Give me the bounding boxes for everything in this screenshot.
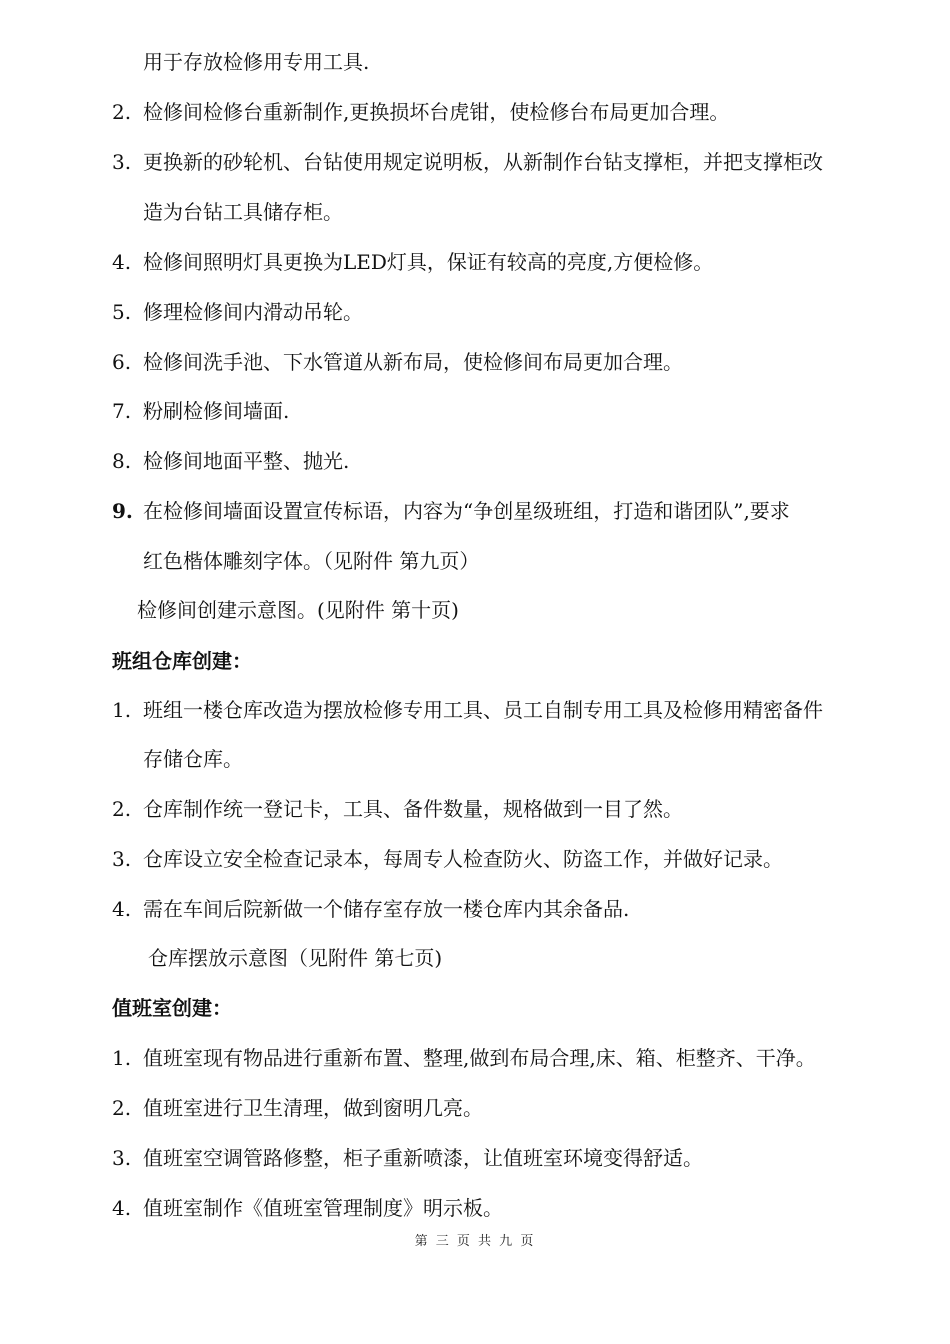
- attachment-note: 检修间创建示意图。(见附件 第十页): [137, 598, 459, 622]
- item-number: 4.: [112, 1196, 132, 1220]
- item-text: 值班室制作《值班室管理制度》明示板。: [143, 1196, 503, 1220]
- item-text: 粉刷检修间墙面.: [143, 399, 290, 423]
- item-text: 修理检修间内滑动吊轮。: [143, 300, 363, 324]
- item-number: 2.: [112, 797, 132, 821]
- item-number: 5.: [112, 300, 132, 324]
- item-number: 3.: [112, 847, 132, 871]
- item-number: 6.: [112, 350, 132, 374]
- item-text-continuation: 存储仓库。: [143, 747, 243, 771]
- item-number: 1.: [112, 698, 132, 722]
- item-text: 仓库设立安全检查记录本，每周专人检查防火、防盗工作，并做好记录。: [143, 847, 783, 871]
- item-number: 4.: [112, 250, 132, 274]
- item-text: 检修间洗手池、下水管道从新布局，使检修间布局更加合理。: [143, 350, 683, 374]
- item-text: 班组一楼仓库改造为摆放检修专用工具、员工自制专用工具及检修用精密备件: [143, 698, 823, 722]
- continuation-line: 用于存放检修用专用工具.: [143, 50, 370, 74]
- item-text: 检修间检修台重新制作,更换损坏台虎钳，使检修台布局更加合理。: [143, 100, 730, 124]
- item-text: 仓库制作统一登记卡，工具、备件数量，规格做到一目了然。: [143, 797, 683, 821]
- item-number: 3.: [112, 1146, 132, 1170]
- item-text: 更换新的砂轮机、台钻使用规定说明板，从新制作台钻支撑柜，并把支撑柜改: [143, 150, 823, 174]
- item-text: 检修间地面平整、抛光.: [143, 449, 350, 473]
- item-text-continuation: 造为台钻工具储存柜。: [143, 200, 343, 224]
- section-heading-duty-room: 值班室创建：: [112, 996, 232, 1020]
- item-number: 3.: [112, 150, 132, 174]
- item-number: 1.: [112, 1046, 132, 1070]
- item-text: 需在车间后院新做一个储存室存放一楼仓库内其余备品.: [143, 897, 630, 921]
- item-number: 4.: [112, 897, 132, 921]
- item-number: 2.: [112, 1096, 132, 1120]
- section-heading-warehouse: 班组仓库创建：: [112, 649, 252, 673]
- item-number: 2.: [112, 100, 132, 124]
- item-text: 在检修间墙面设置宣传标语，内容为“争创星级班组，打造和谐团队”,要求: [143, 499, 790, 523]
- attachment-note: 仓库摆放示意图（见附件 第七页): [148, 946, 443, 970]
- item-number: 8.: [112, 449, 132, 473]
- item-text: 值班室现有物品进行重新布置、整理,做到布局合理,床、箱、柜整齐、干净。: [143, 1046, 816, 1070]
- item-text: 检修间照明灯具更换为LED灯具，保证有较高的亮度,方便检修。: [143, 250, 714, 274]
- item-text: 值班室进行卫生清理，做到窗明几亮。: [143, 1096, 483, 1120]
- item-text: 值班室空调管路修整，柜子重新喷漆，让值班室环境变得舒适。: [143, 1146, 703, 1170]
- item-text-continuation: 红色楷体雕刻字体。（见附件 第九页）: [143, 549, 480, 573]
- page-footer: 第 三 页 共 九 页: [414, 1234, 536, 1249]
- item-number: 9.: [112, 499, 133, 523]
- item-number: 7.: [112, 399, 132, 423]
